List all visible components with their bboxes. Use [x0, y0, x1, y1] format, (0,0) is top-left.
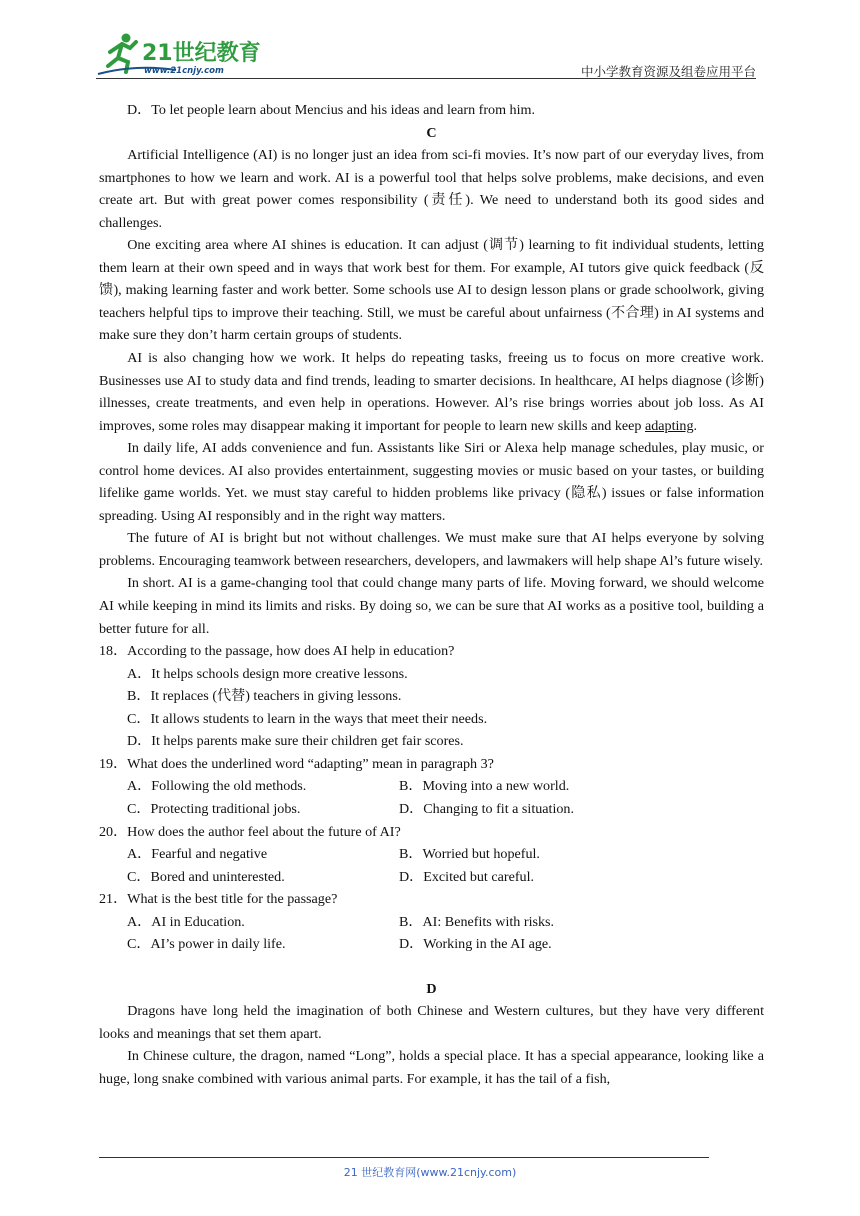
q19-option-c: C．Protecting traditional jobs. — [127, 800, 301, 817]
section-c-paragraph-6: In short. AI is a game-changing tool that could change many parts of life. Moving forward, we should welcome AI while keeping in mind its limits and risks. By doing so, we can be sure that AI works as a positive tool, building a better future for all. — [99, 575, 764, 637]
section-c-paragraph-3 — [99, 347, 764, 437]
section-c-paragraph-2: One exciting area where AI shines is education. It can adjust (调节) learning to fit individual students, letting them learn at their own speed and in ways that work best for them. For example, AI tutors give quick feedback (反馈), making learning faster and work better. Some schools use AI to design lesson plans or grade schoolwork, giving teachers helpful tips to improve their teaching. Still, we must be careful about unfairness (不合理) in AI systems and make sure they don’t harm certain groups of students. — [99, 237, 764, 344]
q19-options-row-2 — [99, 798, 764, 821]
q20-options-row-2 — [99, 866, 764, 889]
logo-text: 21世纪教育 — [142, 41, 261, 66]
page-header — [96, 30, 756, 80]
section-d-paragraph-1: Dragons have long held the imagination of both Chinese and Western cultures, but they have very different looks and meanings that set them apart. — [99, 1003, 764, 1042]
q21-option-a: A．AI in Education. — [127, 913, 245, 930]
q18-option-b: B．It replaces (代替) teachers in giving lessons. — [127, 688, 402, 705]
section-c-paragraph-5: The future of AI is bright but not without challenges. We must make sure that AI helps everyone by solving problems. Encouraging teamwork between researchers, developers, and lawmakers will help shape Al’s future wisely. — [99, 530, 764, 569]
underlined-word-adapting: adapting — [645, 417, 694, 434]
footer-divider — [99, 1157, 709, 1158]
q21-option-b: B．AI: Benefits with risks. — [399, 913, 555, 930]
question-20: 20．How does the author feel about the future of AI? — [99, 823, 401, 840]
section-c-paragraph-1: Artificial Intelligence (AI) is no longer just an idea from sci-fi movies. It’s now part of our everyday lives, from smartphones to how we learn and work. AI is a powerful tool that helps solve problems, make decisions, and even create art. But with great power comes responsibility (责任). We need to understand both its good sides and challenges. — [99, 147, 764, 231]
q20-option-d: D．Excited but careful. — [399, 868, 535, 885]
q20-option-c: C．Bored and uninterested. — [127, 868, 285, 885]
header-divider — [96, 78, 756, 79]
previous-question-option-d: D．To let people learn about Mencius and his ideas and learn from him. — [127, 102, 536, 118]
section-d-paragraph-2: In Chinese culture, the dragon, named “Long”, holds a special place. It has a special appearance, looking like a huge, long snake combined with various animal parts. For example, it has the tail of a fish, — [99, 1048, 764, 1087]
section-c-heading: C — [426, 124, 437, 141]
q18-option-d: D．It helps parents make sure their children get fair scores. — [127, 733, 464, 750]
q19-options-row-1 — [99, 775, 764, 798]
q19-option-d: D．Changing to fit a situation. — [399, 800, 574, 817]
paragraph-3-end: . — [693, 417, 698, 434]
q19-option-a: A．Following the old methods. — [127, 778, 307, 795]
q21-option-c: C．AI’s power in daily life. — [127, 936, 286, 953]
logo-21cnjy-icon — [96, 30, 266, 78]
document-body — [99, 99, 764, 1091]
footer-site-link[interactable]: 21 世纪教育网(www.21cnjy.com) — [343, 1166, 517, 1179]
q20-option-b: B．Worried but hopeful. — [399, 846, 540, 863]
section-d-heading: D — [426, 980, 437, 997]
question-21: 21．What is the best title for the passage? — [99, 891, 338, 908]
q21-options-row-1 — [99, 911, 764, 934]
header-platform-name: 中小学教育资源及组卷应用平台 — [580, 64, 756, 79]
q20-options-row-1 — [99, 843, 764, 866]
q21-options-row-2 — [99, 933, 764, 956]
question-18: 18．According to the passage, how does AI help in education? — [99, 643, 455, 660]
q19-option-b: B．Moving into a new world. — [399, 778, 570, 795]
section-c-paragraph-4: In daily life, AI adds convenience and fun. Assistants like Siri or Alexa help manage schedules, play music, or control home devices. AI also provides entertainment, suggesting movies or music based on your tastes, or building lifelike game worlds. Yet. we must stay careful to hidden problems like privacy (隐私) issues or false information spreading. Using AI responsibly and in the right way matters. — [99, 440, 764, 524]
logo-url: www.21cnjy.com — [144, 66, 224, 76]
q20-option-a: A．Fearful and negative — [127, 846, 268, 863]
q21-option-d: D．Working in the AI age. — [399, 936, 552, 953]
paragraph-3-text: AI is also changing how we work. It helps do repeating tasks, freeing us to focus on more creative work. Businesses use AI to study data and find trends, leading to smarter decisions. In healthcare, AI helps diagnose (诊断) illnesses, create treatments, and even help in operations. However. Al’s rise brings worries about job loss. As AI improves, some roles may disappear making it important for people to learn new skills and keep — [99, 350, 764, 434]
q18-option-a: A．It helps schools design more creative lessons. — [127, 665, 408, 682]
section-spacer — [99, 956, 764, 978]
question-19: 19．What does the underlined word “adapting” mean in paragraph 3? — [99, 755, 494, 772]
q18-option-c: C．It allows students to learn in the ways that meet their needs. — [127, 710, 488, 727]
